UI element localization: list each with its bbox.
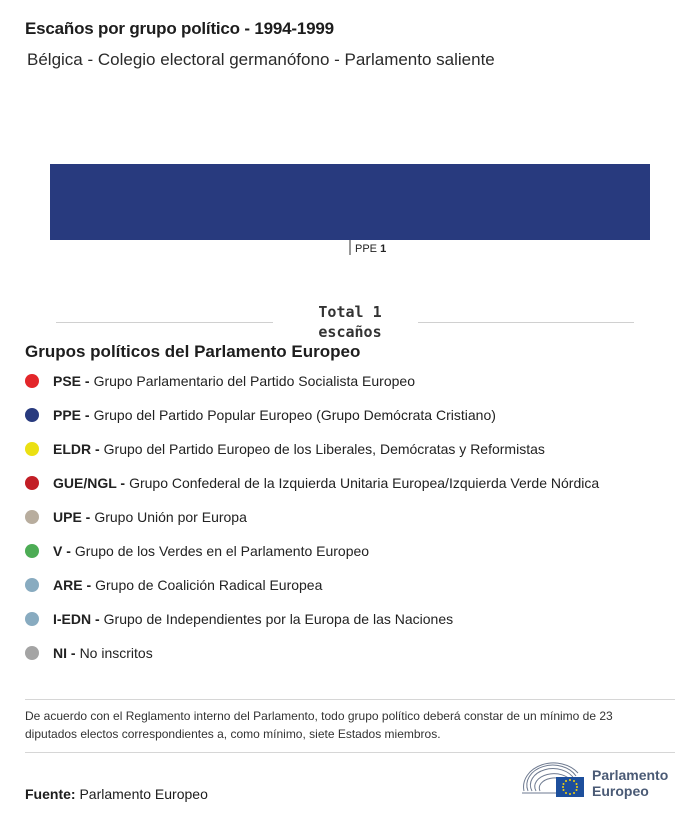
legend-color-dot <box>25 442 39 456</box>
legend-abbr: ELDR - <box>53 441 100 457</box>
legend-label: Grupo Confederal de la Izquierda Unitaria Europea/Izquierda Verde Nórdica <box>129 475 600 491</box>
bar-segment-ppe <box>50 164 650 240</box>
legend-color-dot <box>25 476 39 490</box>
legend-label: Grupo de Coalición Radical Europea <box>95 577 323 593</box>
legend-item <box>25 575 322 595</box>
legend-label: Grupo del Partido Europeo de los Liberales, Demócratas y Reformistas <box>103 441 545 457</box>
legend-label: Grupo de Independientes por la Europa de las Naciones <box>103 611 454 627</box>
european-parliament-logo <box>520 761 680 801</box>
legend-abbr: UPE - <box>53 509 91 525</box>
legend-color-dot <box>25 408 39 422</box>
legend-item <box>25 405 496 425</box>
legend-label: Grupo de los Verdes en el Parlamento Europeo <box>74 543 370 559</box>
source-label: Fuente: <box>25 786 76 802</box>
legend-item <box>25 473 599 493</box>
legend-label: Grupo del Partido Popular Europeo (Grupo Demócrata Cristiano) <box>93 407 496 423</box>
footnote: De acuerdo con el Reglamento interno del Parlamento, todo grupo político deberá constar de un mínimo de 23 diputados electos correspondientes a, como mínimo, siete Estados miembros. <box>25 709 613 741</box>
parliament-hemicycle-icon <box>520 761 586 801</box>
legend-item <box>25 507 247 527</box>
total-label: Total 1 <box>318 303 382 321</box>
total-divider-left <box>56 322 273 323</box>
legend-abbr: PPE - <box>53 407 90 423</box>
chart-subtitle: Bélgica - Colegio electoral germanófono - Parlamento saliente <box>27 50 495 69</box>
legend-abbr: I-EDN - <box>53 611 100 627</box>
legend-color-dot <box>25 544 39 558</box>
legend-label: Grupo Parlamentario del Partido Socialista Europeo <box>93 373 415 389</box>
legend-abbr: PSE - <box>53 373 90 389</box>
logo-line-1: Parlamento <box>592 767 669 783</box>
legend-item <box>25 371 415 391</box>
legend-item <box>25 439 545 459</box>
legend-abbr: V - <box>53 543 71 559</box>
legend-color-dot <box>25 646 39 660</box>
legend-label: Grupo Unión por Europa <box>94 509 247 525</box>
legend-item <box>25 609 453 629</box>
source-value: Parlamento Europeo <box>79 786 208 802</box>
legend-abbr: GUE/NGL - <box>53 475 126 491</box>
total-unit: escaños <box>318 323 382 341</box>
total-divider-right <box>418 322 634 323</box>
seat-bar-chart <box>0 150 700 260</box>
note-divider-top <box>25 699 675 700</box>
legend-abbr: ARE - <box>53 577 92 593</box>
legend-item <box>25 643 153 663</box>
legend-item <box>25 541 369 561</box>
logo-wordmark <box>592 767 668 799</box>
chart-title: Escaños por grupo político - 1994-1999 <box>25 19 334 38</box>
legend-label: No inscritos <box>79 645 153 661</box>
data-label: PPE 1 <box>355 243 387 255</box>
legend-color-dot <box>25 374 39 388</box>
legend-color-dot <box>25 510 39 524</box>
legend-title: Grupos políticos del Parlamento Europeo <box>25 342 361 361</box>
legend-color-dot <box>25 612 39 626</box>
logo-line-2: Europeo <box>592 783 649 799</box>
legend-color-dot <box>25 578 39 592</box>
total-seats <box>300 302 400 342</box>
source <box>25 786 208 802</box>
note-divider-bottom <box>25 752 675 753</box>
legend-abbr: NI - <box>53 645 76 661</box>
